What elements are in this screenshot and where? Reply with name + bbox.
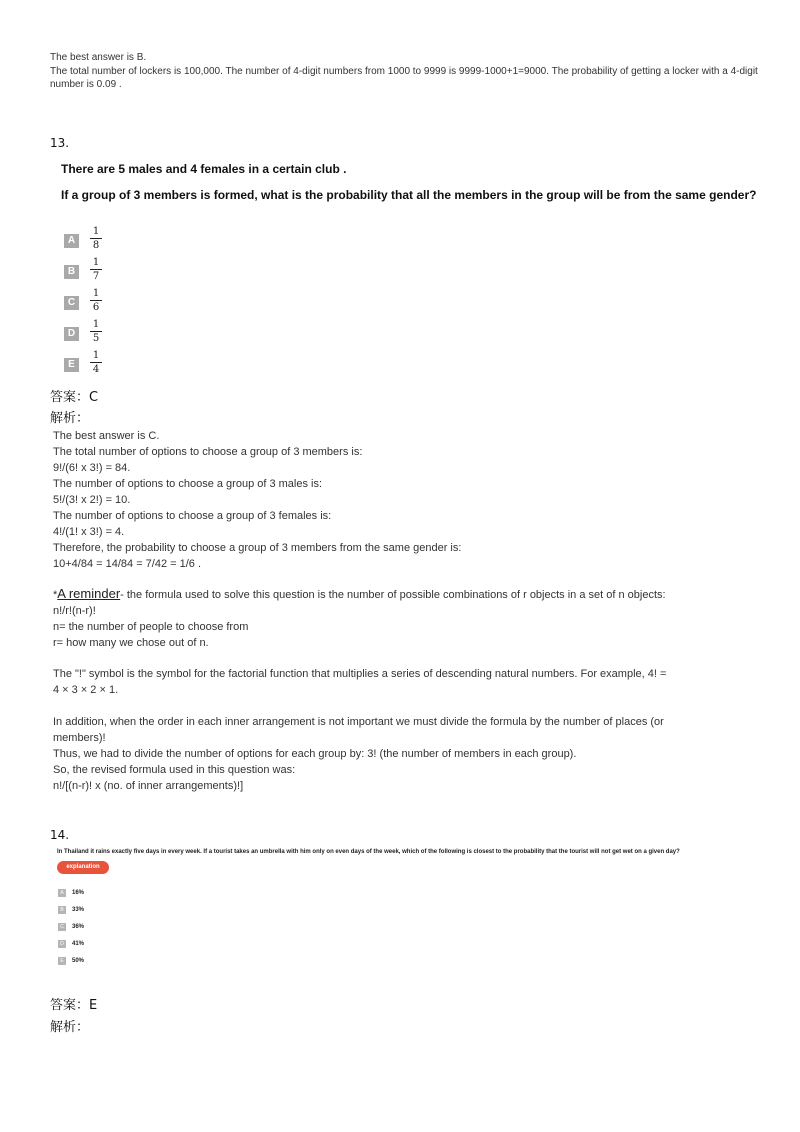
addition-line: In addition, when the order in each inner arrangement is not important we must divide the formula by the number of places (or — [53, 716, 664, 728]
reminder-link[interactable]: A reminder — [57, 586, 121, 601]
reminder-line — [53, 586, 666, 603]
option-letter-badge: A — [58, 889, 66, 897]
explanation-line: 4!/(1! x 3!) = 4. — [53, 526, 125, 538]
so-line: So, the revised formula used in this question was: — [53, 764, 296, 776]
asterisk: * — [53, 589, 58, 601]
revised-formula: n!/[(n-r)! x (no. of inner arrangements)!] — [53, 780, 244, 792]
question-text: There are 5 males and 4 females in a certain club . — [61, 162, 347, 176]
explanation-line: Therefore, the probability to choose a group of 3 members from the same gender is: — [53, 542, 462, 554]
option-label: 36% — [72, 924, 85, 930]
answer-option-d[interactable] — [64, 319, 144, 351]
fraction-denominator: 8 — [92, 240, 100, 251]
option-label: 50% — [72, 958, 85, 964]
answer-key: 答案：E — [50, 998, 98, 1013]
fraction-numerator: 1 — [92, 257, 100, 268]
question-text: If a group of 3 members is formed, what is the probability that all the members in the group will be from the same gender? — [61, 188, 757, 202]
explanation-line: The total number of options to choose a group of 3 members is: — [53, 446, 363, 458]
fraction-bar — [90, 362, 102, 363]
question-text: In Thailand it rains exactly five days in every week. If a tourist takes an umbrella with him only on even days of the week, which of the following is closest to the probability that the tourist will not get wet on a given day? — [57, 849, 680, 855]
fraction-denominator: 4 — [92, 364, 100, 375]
option-label: 33% — [72, 907, 85, 913]
option-letter-badge: C — [64, 296, 79, 310]
option-letter-badge: B — [58, 906, 66, 914]
thus-line: Thus, we had to divide the number of options for each group by: 3! (the number of members in each group). — [53, 748, 577, 760]
explanation-button[interactable]: explanation — [57, 861, 109, 874]
explanation-body — [53, 428, 461, 572]
option-letter-badge: B — [64, 265, 79, 279]
prev-explanation-line: The best answer is B. — [50, 52, 147, 63]
question-number: 13. — [50, 136, 70, 150]
fraction-numerator: 1 — [92, 226, 100, 237]
fraction-bar — [90, 300, 102, 301]
question-number: 14. — [50, 828, 70, 842]
answer-option-b[interactable] — [64, 257, 144, 289]
n-definition: n= the number of people to choose from — [53, 621, 249, 633]
option-label: 41% — [72, 941, 85, 947]
fraction-denominator: 5 — [92, 333, 100, 344]
fraction-denominator: 7 — [92, 271, 100, 282]
answer-option-e[interactable] — [64, 350, 144, 382]
factorial-line: The "!" symbol is the symbol for the factorial function that multiplies a series of descending natural numbers. For example, 4! = — [53, 668, 667, 680]
option-letter-badge: C — [58, 923, 66, 931]
fraction — [90, 257, 102, 282]
r-definition: r= how many we chose out of n. — [53, 637, 209, 649]
option-letter-badge: A — [64, 234, 79, 248]
option-letter-badge: D — [58, 940, 66, 948]
explanation-line: 9!/(6! x 3!) = 84. — [53, 462, 131, 474]
option-letter-badge: E — [64, 358, 79, 372]
fraction — [90, 319, 102, 344]
fraction-numerator: 1 — [92, 288, 100, 299]
analysis-label: 解析： — [50, 411, 90, 426]
fraction — [90, 226, 102, 251]
fraction — [90, 288, 102, 313]
fraction-bar — [90, 238, 102, 239]
explanation-line: 10+4/84 = 14/84 = 7/42 = 1/6 . — [53, 558, 202, 570]
option-label: 16% — [72, 890, 85, 896]
fraction-denominator: 6 — [92, 302, 100, 313]
fraction — [90, 350, 102, 375]
reminder-block — [53, 586, 666, 651]
option-letter-badge: D — [64, 327, 79, 341]
addition-note — [53, 714, 664, 794]
answer-key: 答案：C — [50, 390, 99, 405]
formula-line: n!/r!(n-r)! — [53, 605, 96, 617]
analysis-label: 解析： — [50, 1020, 90, 1035]
fraction-bar — [90, 331, 102, 332]
factorial-note — [53, 666, 666, 698]
fraction-bar — [90, 269, 102, 270]
fraction-numerator: 1 — [92, 350, 100, 361]
answer-option-c[interactable] — [64, 288, 144, 320]
answer-option-a[interactable] — [64, 226, 144, 258]
explanation-line: The number of options to choose a group of 3 males is: — [53, 478, 323, 490]
prev-explanation-line: The total number of lockers is 100,000. The number of 4-digit numbers from 1000 to 9999 is 9999-1000+1=9000. The probability of getting a locker with a 4-digit — [50, 66, 758, 77]
explanation-line: The best answer is C. — [53, 430, 160, 442]
addition-line: members)! — [53, 732, 106, 744]
prev-explanation-line: number is 0.09 . — [50, 79, 122, 90]
explanation-line: The number of options to choose a group of 3 females is: — [53, 510, 332, 522]
factorial-line: 4 × 3 × 2 × 1. — [53, 684, 119, 696]
fraction-numerator: 1 — [92, 319, 100, 330]
reminder-text: - the formula used to solve this question is the number of possible combinations of r objects in a set of n objects: — [120, 589, 666, 601]
option-letter-badge: E — [58, 957, 66, 965]
explanation-line: 5!/(3! x 2!) = 10. — [53, 494, 131, 506]
